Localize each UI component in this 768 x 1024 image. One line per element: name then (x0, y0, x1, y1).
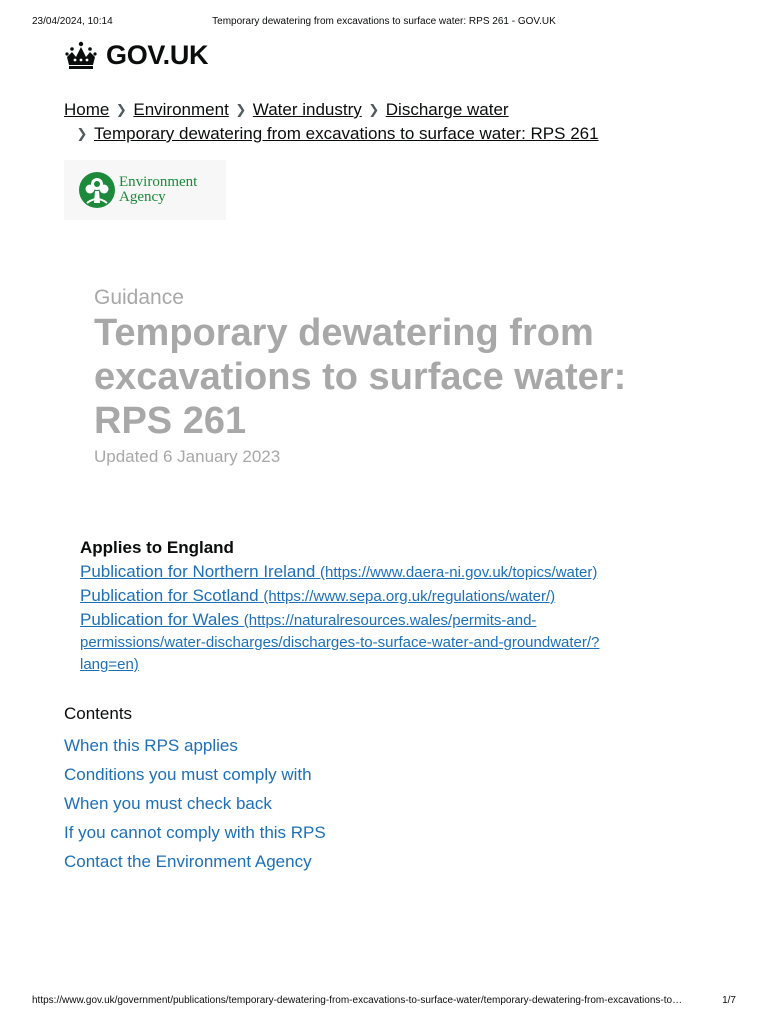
crown-icon (64, 40, 98, 70)
document-type: Guidance (94, 286, 184, 309)
chevron-right-icon: ❯ (235, 102, 247, 117)
contents-link-check-back[interactable]: When you must check back (64, 794, 272, 813)
breadcrumb-current-page[interactable]: Temporary dewatering from excavations to surface water: RPS 261 (94, 124, 599, 143)
breadcrumb-discharge-water[interactable]: Discharge water (385, 100, 509, 119)
publication-scotland-link[interactable]: Publication for Scotland (https://www.sepa.org.uk/regulations/water/) (80, 586, 556, 605)
publication-wales-link[interactable]: Publication for Wales (https://naturalresources.wales/permits-and-permissions/water-discharges/discharges-to-surface-water-and-groundwater/?lang=en) (80, 610, 600, 673)
contents-list (64, 703, 664, 876)
chevron-right-icon: ❯ (76, 126, 88, 141)
breadcrumb-water-industry[interactable]: Water industry (252, 100, 362, 119)
publication-northern-ireland-link[interactable]: Publication for Northern Ireland (https://www.daera-ni.gov.uk/topics/water) (80, 562, 598, 581)
organisation-name: Environment Agency (119, 174, 198, 205)
contents-heading: Contents (64, 704, 133, 723)
contents-link-conditions[interactable]: Conditions you must comply with (64, 765, 312, 784)
govuk-wordmark: GOV.UK (106, 39, 209, 70)
contents-link-contact[interactable]: Contact the Environment Agency (64, 852, 312, 871)
chevron-right-icon: ❯ (368, 102, 380, 117)
print-url: https://www.gov.uk/government/publications/temporary-dewatering-from-excavations-to-surface-water/temporary-dewatering-from-excavations-to… (32, 995, 683, 1006)
print-title: Temporary dewatering from excavations to surface water: RPS 261 - GOV.UK (212, 16, 556, 27)
document-title-block (94, 285, 714, 468)
applies-heading: Applies to England (80, 538, 234, 557)
contents-link-cannot-comply[interactable]: If you cannot comply with this RPS (64, 823, 326, 842)
print-header (32, 16, 736, 30)
breadcrumb (64, 98, 684, 146)
page-number: 1/7 (722, 995, 736, 1006)
page-title: Temporary dewatering from excavations to surface water: RPS 261 (94, 312, 627, 442)
updated-date: Updated 6 January 2023 (94, 447, 281, 466)
contents-link-when-rps-applies[interactable]: When this RPS applies (64, 736, 238, 755)
govuk-logo-link[interactable] (64, 38, 208, 72)
applies-to-section (80, 537, 680, 675)
print-date: 23/04/2024, 10:14 (32, 16, 113, 27)
environment-agency-logo-icon (78, 171, 116, 209)
organisation-logo[interactable] (64, 160, 226, 220)
breadcrumb-environment[interactable]: Environment (133, 100, 229, 119)
print-footer (32, 995, 736, 1009)
breadcrumb-home[interactable]: Home (64, 100, 110, 119)
chevron-right-icon: ❯ (115, 102, 127, 117)
